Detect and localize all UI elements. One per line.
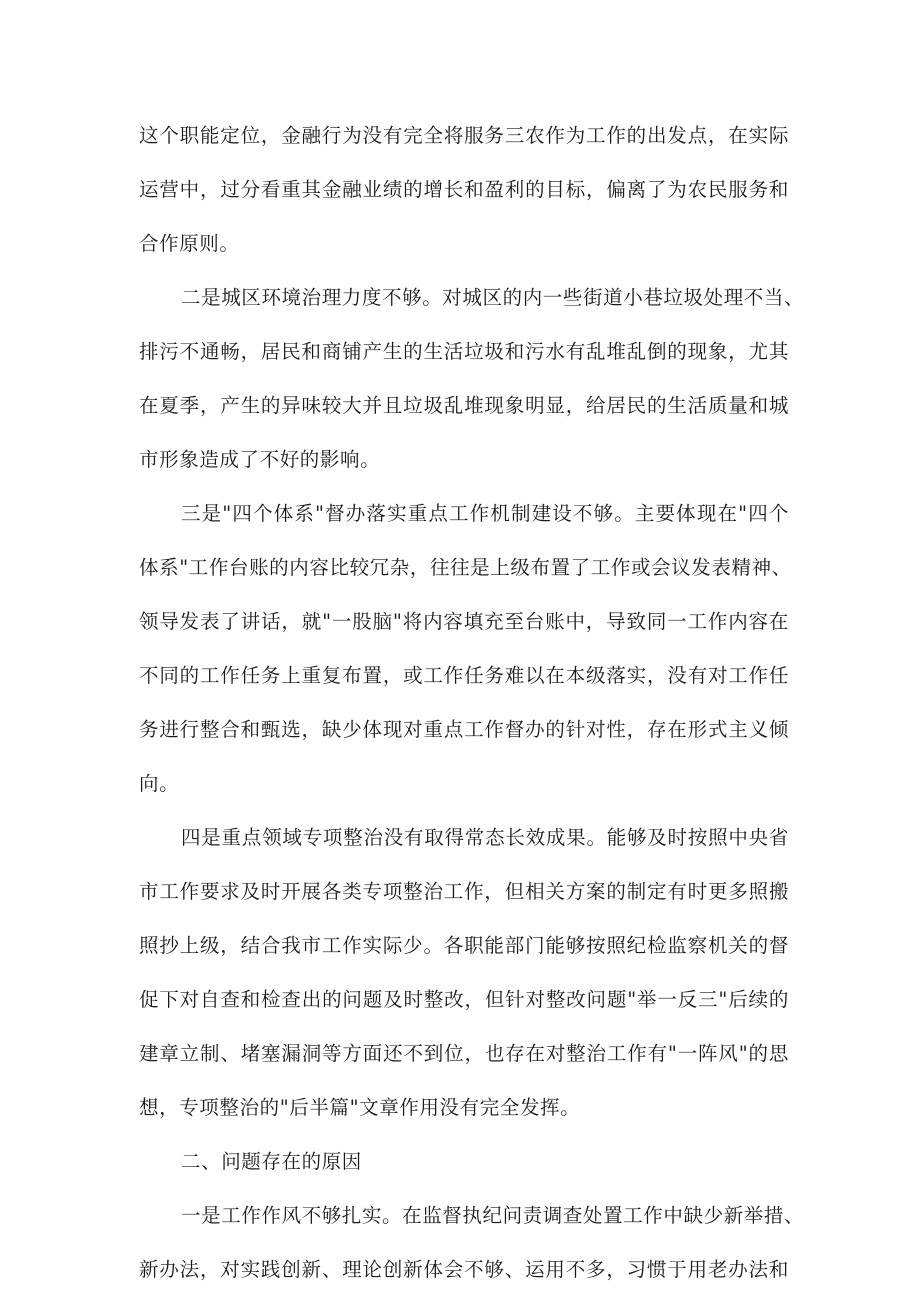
paragraph-line: 在夏季，产生的异味较大并且垃圾乱堆现象明显，给居民的生活质量和城 xyxy=(139,394,789,417)
paragraph-line: 二是城区环境治理力度不够。对城区的内一些街道小巷垃圾处理不当、 xyxy=(181,286,805,309)
paragraph-line: 照抄上级，结合我市工作实际少。各职能部门能够按照纪检监察机关的督 xyxy=(139,934,789,957)
paragraph-line: 想，专项整治的"后半篇"文章作用没有完全发挥。 xyxy=(139,1096,581,1119)
paragraph-line: 一是工作作风不够扎实。在监督执纪问责调查处置工作中缺少新举措、 xyxy=(181,1204,805,1227)
paragraph-line: 市形象造成了不好的影响。 xyxy=(139,448,381,471)
paragraph-line: 三是"四个体系"督办落实重点工作机制建设不够。主要体现在"四个 xyxy=(181,502,789,525)
paragraph-line: 促下对自查和检查出的问题及时整改，但针对整改问题"举一反三"后续的 xyxy=(139,988,789,1011)
paragraph-line: 不同的工作任务上重复布置，或工作任务难以在本级落实，没有对工作任 xyxy=(139,664,789,687)
paragraph-line: 向。 xyxy=(139,772,180,795)
paragraph-line: 合作原则。 xyxy=(139,232,240,255)
section-heading: 二、问题存在的原因 xyxy=(181,1150,362,1173)
paragraph-line: 这个职能定位，金融行为没有完全将服务三农作为工作的出发点，在实际 xyxy=(139,124,789,147)
paragraph-line: 务进行整合和甄选，缺少体现对重点工作督办的针对性，存在形式主义倾 xyxy=(139,718,789,741)
paragraph-line: 市工作要求及时开展各类专项整治工作，但相关方案的制定有时更多照搬 xyxy=(139,880,789,903)
paragraph-line: 领导发表了讲话，就"一股脑"将内容填充至台账中，导致同一工作内容在 xyxy=(139,610,789,633)
paragraph-line: 建章立制、堵塞漏洞等方面还不到位，也存在对整治工作有"一阵风"的思 xyxy=(139,1042,789,1065)
paragraph-line: 新办法，对实践创新、理论创新体会不够、运用不多，习惯于用老办法和 xyxy=(139,1258,789,1281)
paragraph-line: 运营中，过分看重其金融业绩的增长和盈利的目标，偏离了为农民服务和 xyxy=(139,178,789,201)
paragraph-line: 四是重点领域专项整治没有取得常态长效成果。能够及时按照中央省 xyxy=(181,826,789,849)
paragraph-line: 体系"工作台账的内容比较冗杂，往往是上级布置了工作或会议发表精神、 xyxy=(139,556,792,579)
paragraph-line: 排污不通畅，居民和商铺产生的生活垃圾和污水有乱堆乱倒的现象，尤其 xyxy=(139,340,789,363)
